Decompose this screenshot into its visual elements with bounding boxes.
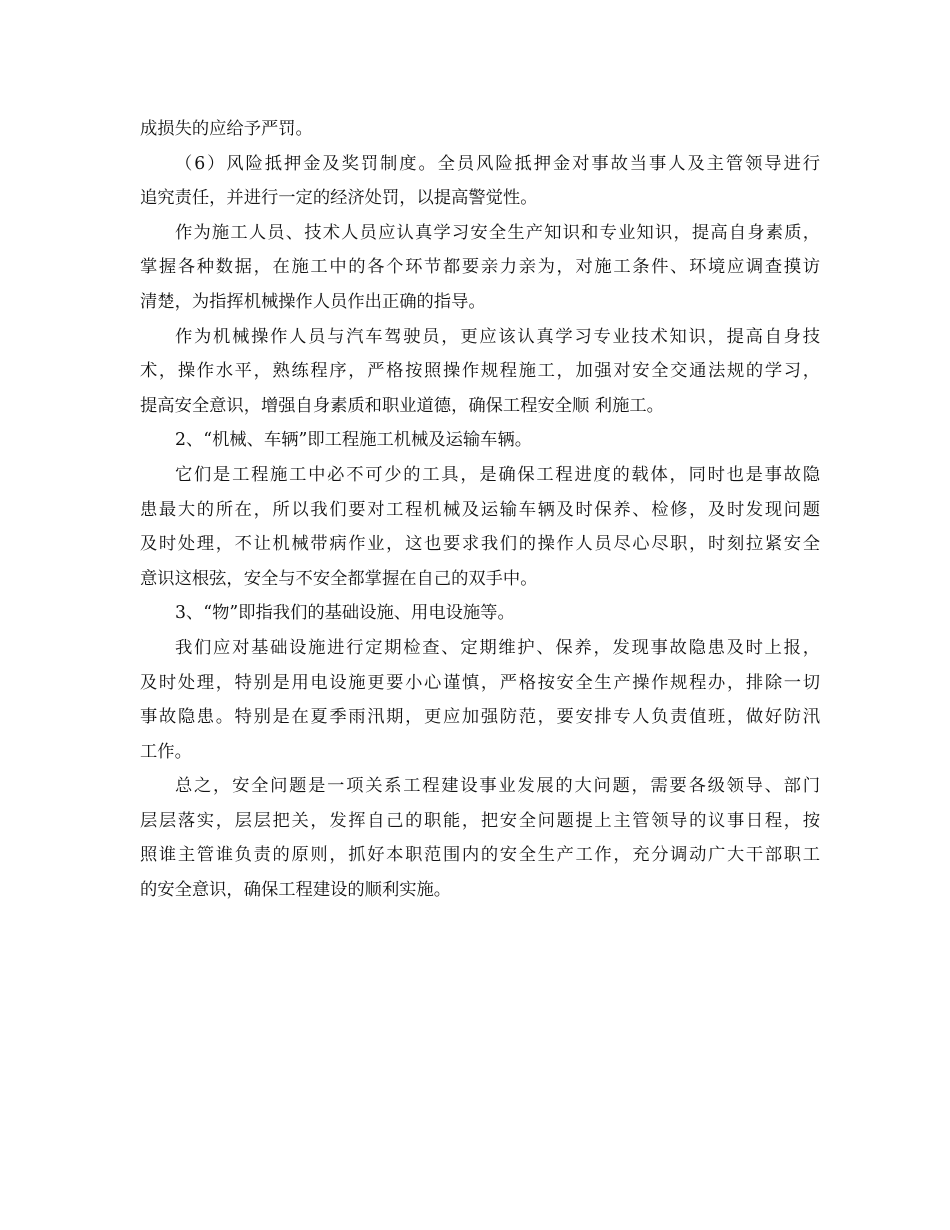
text-line-16: 我们应对基础设施进行定期检查、定期维护、保养，发现事故隐患及时上报， (175, 637, 820, 658)
text-line-5: 掌握各种数据，在施工中的各个环节都要亲力亲为，对施工条件、环境应调查摸访 (140, 257, 820, 278)
text-line-9: 提高安全意识，增强自身素质和职业道德，确保工程安全顺 利施工。 (140, 395, 664, 416)
text-line-7: 作为机械操作人员与汽车驾驶员，更应该认真学习专业技术知识，提高自身技 (175, 326, 820, 347)
text-line-2: （6）风险抵押金及奖罚制度。全员风险抵押金对事故当事人及主管领导进行 (175, 153, 820, 174)
text-line-10: 2、“机械、车辆”即工程施工机械及运输车辆。 (175, 430, 533, 451)
text-line-22: 照谁主管谁负责的原则，抓好本职范围内的安全生产工作，充分调动广大干部职工 (140, 845, 820, 866)
text-line-19: 工作。 (140, 741, 192, 762)
text-line-20: 总之，安全问题是一项关系工程建设事业发展的大问题，需要各级领导、部门 (175, 776, 820, 797)
text-line-14: 意识这根弦，安全与不安全都掌握在自己的双手中。 (140, 568, 538, 589)
text-line-8: 术，操作水平，熟练程序，严格按照操作规程施工，加强对安全交通法规的学习， (140, 361, 820, 382)
text-line-15: 3、“物”即指我们的基础设施、用电设施等。 (175, 603, 515, 624)
text-line-21: 层层落实，层层把关，发挥自己的职能，把安全问题提上主管领导的议事日程，按 (140, 810, 820, 831)
text-line-17: 及时处理，特别是用电设施更要小心谨慎，严格按安全生产操作规程办，排除一切 (140, 672, 820, 693)
text-line-12: 患最大的所在，所以我们要对工程机械及运输车辆及时保养、检修，及时发现问题 (140, 499, 820, 520)
text-line-1: 成损失的应给予严罚。 (140, 119, 313, 139)
text-line-23: 的安全意识，确保工程建设的顺利实施。 (140, 880, 452, 901)
text-line-11: 它们是工程施工中必不可少的工具，是确保工程进度的载体，同时也是事故隐 (175, 464, 820, 485)
document-body (140, 112, 820, 908)
text-line-13: 及时处理，不让机械带病作业，这也要求我们的操作人员尽心尽职，时刻拉紧安全 (140, 534, 820, 555)
text-line-4: 作为施工人员、技术人员应认真学习安全生产知识和专业知识，提高自身素质， (175, 222, 820, 243)
text-line-6: 清楚，为指挥机械操作人员作出正确的指导。 (140, 291, 486, 312)
text-line-18: 事故隐患。特别是在夏季雨汛期，更应加强防范，要安排专人负责值班，做好防汛 (140, 707, 820, 728)
text-line-3: 追究责任，并进行一定的经济处罚，以提高警觉性。 (140, 188, 538, 209)
